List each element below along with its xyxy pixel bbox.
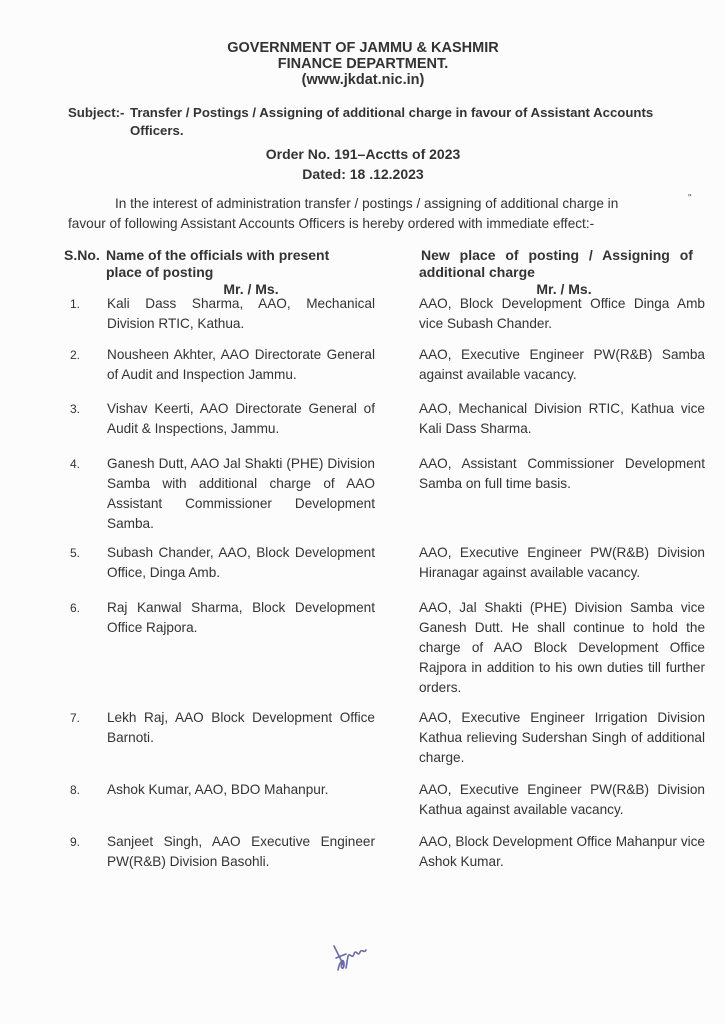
col-header-new-salutation: Mr. / Ms.	[536, 281, 592, 297]
row-present-posting: Subash Chander, AAO, Block Development Office, Dinga Amb.	[107, 545, 375, 580]
row-new-posting: AAO, Executive Engineer PW(R&B) Division Hiranagar against available vacancy.	[419, 545, 705, 580]
subject-text: Transfer / Postings / Assigning of additional charge in favour of Assistant Accounts Officers.	[130, 105, 654, 138]
col-header-new-line2: additional charge	[419, 264, 535, 280]
row-present-posting: Lekh Raj, AAO Block Development Office Barnoti.	[107, 710, 375, 745]
margin-mark: "	[688, 193, 692, 204]
row-sno: 5.	[70, 546, 81, 560]
col-header-new-line1: New place of posting / Assigning of	[421, 247, 693, 263]
row-sno: 7.	[70, 711, 81, 725]
subject-block	[68, 104, 688, 140]
row-new-posting: AAO, Mechanical Division RTIC, Kathua vice Kali Dass Sharma.	[419, 401, 705, 436]
col-header-present-line2: place of posting	[106, 264, 214, 280]
row-sno: 6.	[70, 601, 81, 615]
intro-line-2: favour of following Assistant Accounts Officers is hereby ordered with immediate effect:-	[68, 216, 595, 231]
col-header-sno: S.No.	[64, 247, 100, 263]
department-title: FINANCE DEPARTMENT.	[277, 56, 449, 72]
col-header-present	[106, 247, 366, 298]
govt-title: GOVERNMENT OF JAMMU & KASHMIR	[227, 40, 499, 56]
row-present-posting: Raj Kanwal Sharma, Block Development Office Rajpora.	[107, 600, 375, 635]
row-new-posting: AAO, Assistant Commissioner Development Samba on full time basis.	[419, 456, 705, 491]
col-header-present-line1: Name of the officials with present	[106, 247, 330, 263]
row-sno: 2.	[70, 348, 81, 362]
row-new-posting: AAO, Executive Engineer Irrigation Division Kathua relieving Sudershan Singh of additional charge.	[419, 710, 705, 765]
col-header-new	[421, 247, 707, 298]
col-header-present-salutation: Mr. / Ms.	[223, 281, 279, 297]
row-new-posting: AAO, Jal Shakti (PHE) Division Samba vice Ganesh Dutt. He shall continue to hold the charge of AAO Block Development Office Rajpora in addition to his own duties till further orders.	[419, 600, 705, 695]
order-number: Order No. 191–Acctts of 2023	[265, 146, 461, 162]
row-sno: 4.	[70, 457, 81, 471]
subject-label: Subject:-	[68, 105, 125, 120]
row-sno: 1.	[70, 297, 81, 311]
intro-paragraph	[68, 194, 680, 234]
row-present-posting: Ashok Kumar, AAO, BDO Mahanpur.	[107, 782, 329, 797]
row-sno: 3.	[70, 402, 81, 416]
handwritten-signature-icon	[330, 940, 382, 981]
intro-line-1: In the interest of administration transfer / postings / assigning of additional charge in	[115, 196, 619, 211]
row-present-posting: Nousheen Akhter, AAO Directorate General of Audit and Inspection Jammu.	[107, 347, 375, 382]
order-date: Dated: 18 .12.2023	[302, 166, 424, 182]
row-sno: 8.	[70, 783, 81, 797]
row-new-posting: AAO, Block Development Office Dinga Amb vice Subash Chander.	[419, 296, 705, 331]
row-present-posting: Kali Dass Sharma, AAO, Mechanical Division RTIC, Kathua.	[107, 296, 375, 331]
row-present-posting: Sanjeet Singh, AAO Executive Engineer PW(R&B) Division Basohli.	[107, 834, 375, 869]
row-new-posting: AAO, Executive Engineer PW(R&B) Division Kathua against available vacancy.	[419, 782, 705, 817]
row-present-posting: Ganesh Dutt, AAO Jal Shakti (PHE) Division Samba with additional charge of AAO Assistant Commissioner Development Samba.	[107, 456, 375, 531]
row-new-posting: AAO, Block Development Office Mahanpur vice Ashok Kumar.	[419, 834, 705, 869]
row-sno: 9.	[70, 835, 81, 849]
row-present-posting: Vishav Keerti, AAO Directorate General of Audit & Inspections, Jammu.	[107, 401, 375, 436]
row-new-posting: AAO, Executive Engineer PW(R&B) Samba against available vacancy.	[419, 347, 705, 382]
department-website: (www.jkdat.nic.in)	[301, 72, 425, 88]
